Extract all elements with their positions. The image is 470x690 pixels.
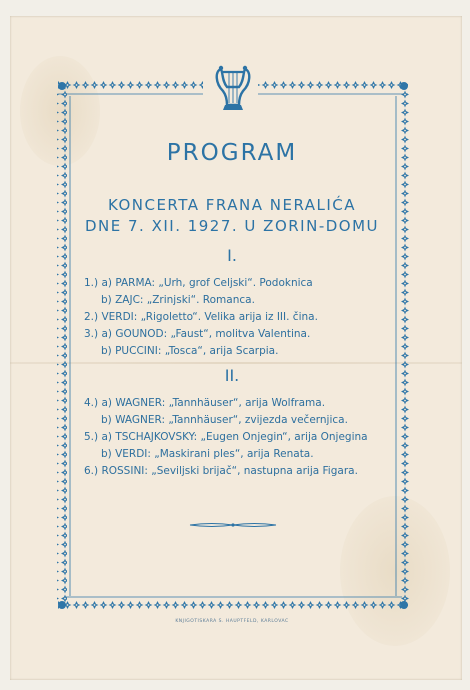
section-numeral-1: I. <box>227 246 237 265</box>
program-item: 6.) ROSSINI: „Seviljski brijač“, nastupna arija Figara. <box>84 465 358 477</box>
concert-subtitle: KONCERTA FRANA NERALIĆA <box>107 196 357 214</box>
lyre-icon <box>213 63 253 115</box>
printer-imprint: KNJIGOTISKARA S. HAUPTFELD, KARLOVAC <box>175 619 289 624</box>
program-item: 2.) VERDI: „Rigoletto“. Velika arija iz III. čina. <box>84 311 318 323</box>
section-numeral-2: II. <box>224 366 240 385</box>
program-item: b) PUCCINI: „Tosca“, arija Scarpia. <box>101 345 279 357</box>
decorative-rule <box>188 520 278 530</box>
program-item: 3.) a) GOUNOD: „Faust“, molitva Valentina. <box>84 328 311 340</box>
program-item: b) WAGNER: „Tannhäuser“, zvijezda večernjica. <box>101 414 348 426</box>
program-title: PROGRAM <box>166 140 298 166</box>
program-item: 5.) a) TSCHAJKOVSKY: „Eugen Onjegin“, arija Onjegina <box>84 431 368 443</box>
program-item: b) ZAJC: „Zrinjski“. Romanca. <box>101 294 255 306</box>
concert-date-venue: DNE 7. XII. 1927. U ZORIN-DOMU <box>84 217 380 235</box>
program-item: b) VERDI: „Maskirani ples“, arija Renata. <box>101 448 314 460</box>
program-item: 4.) a) WAGNER: „Tannhäuser“, arija Wolframa. <box>84 397 326 409</box>
program-item: 1.) a) PARMA: „Urh, grof Celjski“. Podoknica <box>84 277 313 289</box>
